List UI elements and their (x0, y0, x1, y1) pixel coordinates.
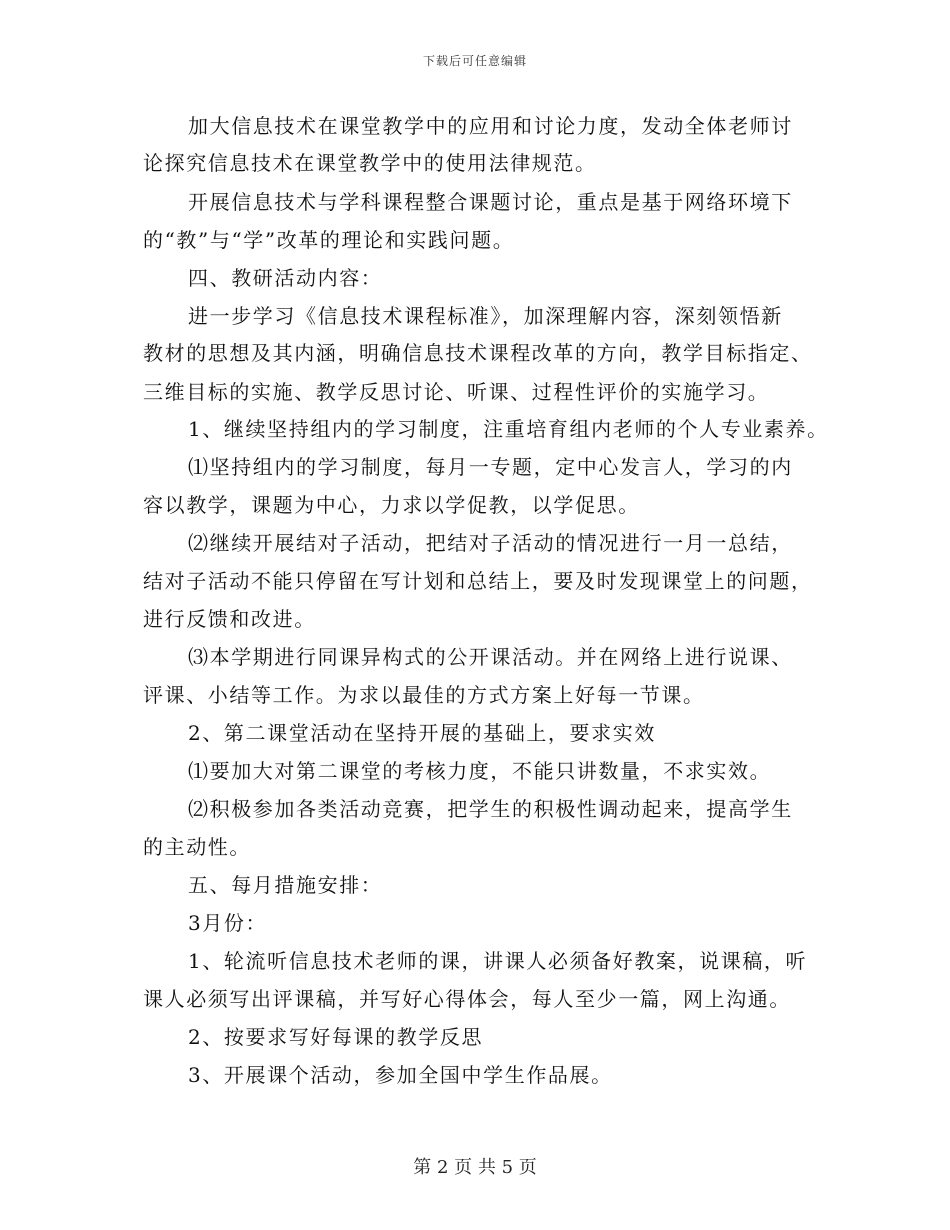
text-line-12: ⑵继续开展结对子活动，把结对子活动的情况进行一月一总结， (188, 531, 793, 555)
text-line-20: 的主动性。 (143, 835, 251, 859)
text-line-13: 结对子活动不能只停留在写计划和总结上，要及时发现课堂上的问题， (143, 569, 813, 593)
section-heading-4: 四、教研活动内容： (188, 266, 383, 290)
text-line-7: 教材的思想及其内涵，明确信息技术课程改革的方向，教学目标指定、 (143, 341, 813, 365)
text-line-3: 开展信息技术与学科课程整合课题讨论，重点是基于网络环境下 (188, 190, 793, 214)
text-line-26: 3、开展课个活动，参加全国中学生作品展。 (188, 1063, 613, 1087)
footer-prefix: 第 (413, 1157, 432, 1178)
text-line-1: 加大信息技术在课堂教学中的应用和讨论力度，发动全体老师讨 (188, 114, 793, 138)
text-line-25: 2、按要求写好每课的教学反思 (188, 1025, 484, 1049)
text-line-8: 三维目标的实施、教学反思讨论、听课、过程性评价的实施学习。 (143, 380, 770, 404)
month-label: 3月份： (188, 911, 268, 935)
text-line-2: 论探究信息技术在课堂教学中的使用法律规范。 (143, 151, 597, 175)
text-line-18: ⑴要加大对第二课堂的考核力度，不能只讲数量，不求实效。 (188, 759, 772, 783)
footer-current-page: 2 (436, 1157, 449, 1178)
page-header: 下载后可任意编辑 (422, 54, 527, 68)
page-number-footer (0, 1153, 950, 1179)
text-line-6: 进一步学习《信息技术课程标准》，加深理解内容，深刻领悟新 (188, 304, 783, 328)
text-line-19: ⑵积极参加各类活动竞赛，把学生的积极性调动起来，提高学生 (188, 797, 793, 821)
text-line-15: ⑶本学期进行同课异构式的公开课活动。并在网络上进行说课、 (188, 645, 793, 669)
footer-middle: 页 共 (454, 1157, 496, 1178)
footer-suffix: 页 (518, 1157, 537, 1178)
text-line-23: 1、轮流听信息技术老师的课，讲课人必须备好教案，说课稿，听 (188, 949, 808, 973)
text-line-14: 进行反馈和改进。 (143, 607, 316, 631)
footer-total-pages: 5 (501, 1157, 514, 1178)
section-heading-5: 五、每月措施安排： (188, 873, 383, 897)
text-line-16: 评课、小结等工作。为求以最佳的方式方案上好每一节课。 (143, 683, 705, 707)
text-line-24: 课人必须写出评课稿，并写好心得体会，每人至少一篇，网上沟通。 (143, 987, 791, 1011)
text-line-4: 的“教”与“学”改革的理论和实践问题。 (143, 228, 515, 252)
text-line-10: ⑴坚持组内的学习制度，每月一专题，定中心发言人，学习的内 (188, 455, 793, 479)
text-line-9: 1、继续坚持组内的学习制度，注重培育组内老师的个人专业素养。 (188, 417, 829, 441)
text-line-11: 容以教学，课题为中心，力求以学促教，以学促思。 (143, 493, 640, 517)
text-line-17: 2、第二课堂活动在坚持开展的基础上，要求实效 (188, 721, 656, 745)
